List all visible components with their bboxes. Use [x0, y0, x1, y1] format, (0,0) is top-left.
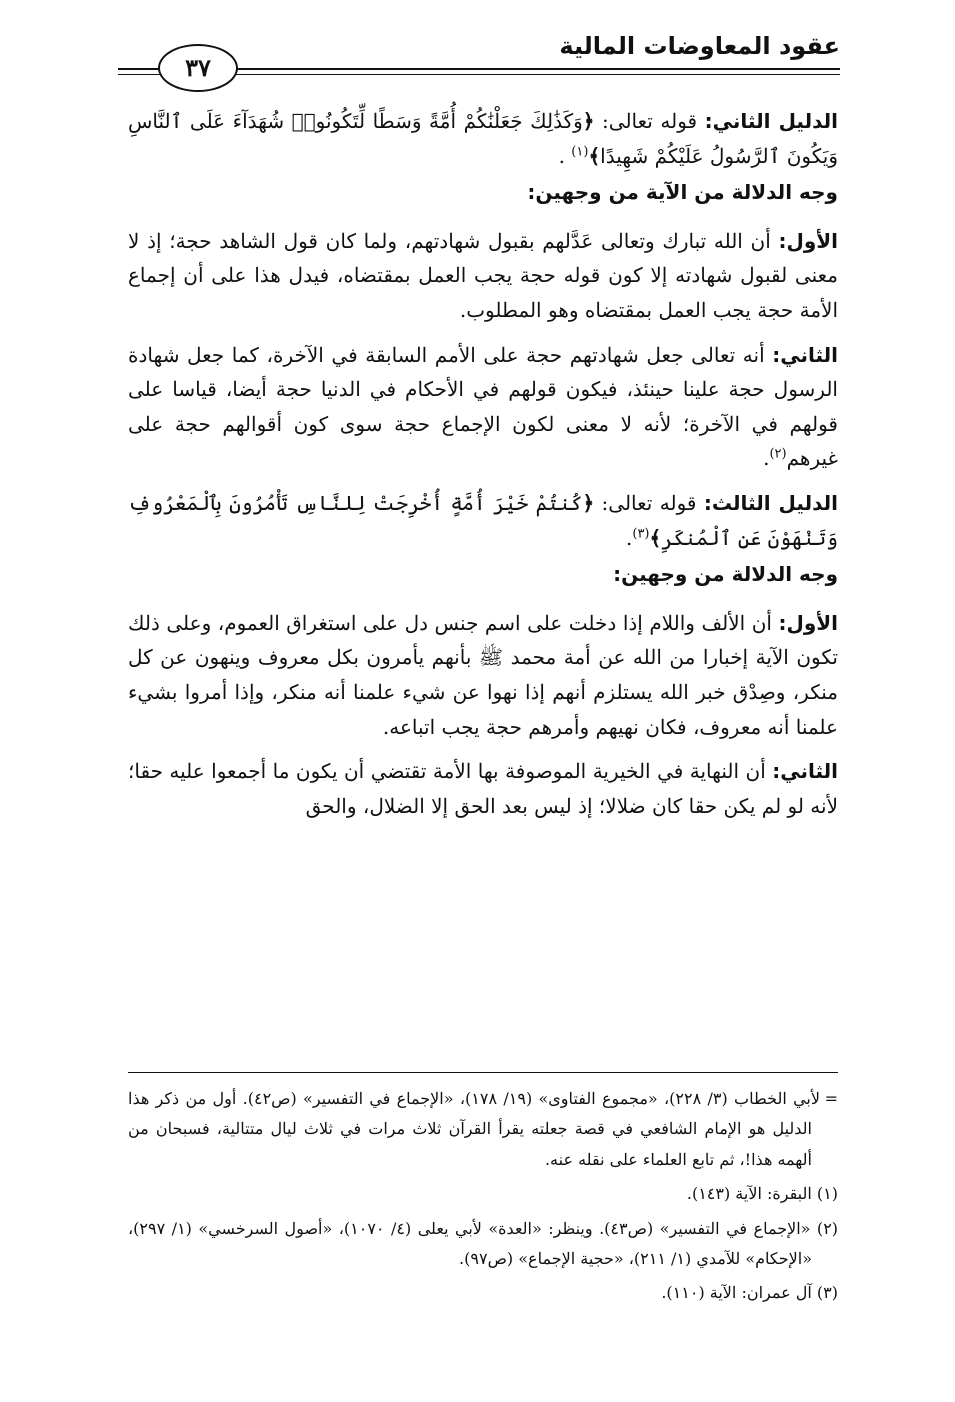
footnote-2: (٢) «الإجماع في التفسير» (ص٤٣). وينظر: «العدة» لأبي يعلى (٤/ ١٠٧٠)، «أصول السرخسي» (١/ ٢٩٧)، «الإحكام» للآمدي (١/ ٢١١)، «حجية الإجماع» (ص٩٧).	[128, 1218, 839, 1268]
continuation-mark: =	[824, 1089, 838, 1108]
quran-verse: وَكَذَٰلِكَ جَعَلْنَٰكُمْ أُمَّةً وَسَطًا لِّتَكُونُوا۟ شُهَدَآءَ عَلَى ٱلنَّاسِ وَيَكُونَ ٱلرَّسُولُ عَلَيْكُمْ شَهِيدًا	[128, 109, 838, 168]
paragraph-text: أنه تعالى جعل شهادتهم حجة على الأمم السابقة في الآخرة، كما جعل شهادة الرسول حجة علينا حينئذ، فيكون قولهم في الأحكام في الدنيا حجة أيضا، قياسا على قولهم في الآخرة؛ لأنه لا معنى لكون الإجماع حجة سوى كون أقوالهم حجة على غيرهم	[128, 342, 838, 471]
paragraph-lead: الأول:	[778, 228, 838, 253]
paragraph-end: .	[763, 446, 770, 471]
footnote-3: (٣) آل عمران: الآية (١١٠).	[661, 1283, 838, 1303]
paragraph-second-aspect	[128, 754, 838, 823]
footnote-divider	[128, 1072, 838, 1073]
paragraph-first-aspect	[128, 606, 838, 744]
paragraph-first-aspect	[128, 224, 838, 328]
footnote-ref: (٢)	[769, 446, 787, 462]
footnote-text: لأبي الخطاب (٣/ ٢٢٨)، «مجموع الفتاوى» (١٩/ ١٧٨)، «الإجماع في التفسير» (ص٤٢). أول من ذكر هذا الدليل هو الإمام الشافعي في قصة جعلته يقرأ القرآن ثلاث مرات في ثلاث ليال متتالية، فسبحان من ألهمه هذا!، ثم تابع العلماء على نقله عنه.	[128, 1089, 820, 1169]
paragraph-second-aspect	[128, 338, 838, 476]
paragraph-text: أن الألف واللام إذا دخلت على اسم جنس دل على استغراق العموم، وعلى ذلك تكون الآية إخبارا من الله عن أمة محمد ﷺ بأنهم يأمرون بكل معروف وينهون عن كل منكر، وصِدْق خبر الله يستلزم أنهم إذا نهوا عن شيء علمنا أنه منكر، وإذا أمروا بشيء علمنا أنه معروف، فكان نهيهم وأمرهم حجة يجب اتباعه.	[128, 610, 838, 739]
quran-open-bracket: ﴿	[582, 109, 595, 133]
quran-verse: كُنتُمْ خَيْرَ أُمَّةٍ أُخْرِجَتْ لِلنَّاسِ تَأْمُرُونَ بِٱلْمَعْرُوفِ وَتَنْهَوْنَ عَنِ ٱلْمُنكَرِ	[128, 490, 838, 550]
footnote-1: (١) البقرة: الآية (١٤٣).	[686, 1184, 838, 1204]
paragraph-third-evidence	[128, 486, 838, 555]
paragraph-lead: الأول:	[778, 610, 838, 635]
footnote-continuation	[128, 1084, 838, 1175]
page-header	[118, 28, 840, 88]
quran-open-bracket: ﴿	[582, 490, 595, 515]
footnotes	[128, 1084, 838, 1309]
paragraph-lead: الثاني:	[772, 342, 838, 367]
running-title: عقود المعاوضات المالية	[559, 32, 840, 60]
paragraph-lead: الثاني:	[772, 759, 838, 784]
paragraph-intro: قوله تعالى:	[594, 109, 705, 133]
paragraph-second-evidence	[128, 104, 838, 173]
paragraph-text: أن النهاية في الخيرية الموصوفة بها الأمة تقتضي أن يكون ما أجمعوا عليه حقا؛ لأنه لو لم يكن حقا كان ضلالا؛ إذ ليس بعد الحق إلا الضلال، والحق	[128, 759, 838, 818]
section-subheading: وجه الدلالة من الآية من وجهين:	[527, 180, 838, 205]
page-number: ٣٧	[158, 44, 238, 92]
paragraph-text: أن الله تبارك وتعالى عَدَّلهم بقبول شهادتهم، ولما كان قول الشاهد حجة؛ إذ لا معنى لقبول شهادته إلا كون قوله حجة يجب العمل بمقتضاه، فيدل هذا على أن إجماع الأمة حجة يجب العمل بمقتضاه وهو المطلوب.	[128, 228, 838, 322]
quran-close-bracket: ﴾	[588, 143, 601, 168]
paragraph-lead: الدليل الثاني:	[704, 109, 839, 133]
main-text	[128, 104, 838, 833]
paragraph-end: .	[558, 143, 572, 168]
footnote-ref: (٣)	[632, 525, 650, 541]
paragraph-end: .	[626, 525, 633, 550]
paragraph-intro: قوله تعالى:	[594, 490, 704, 515]
footnote-ref: (١)	[571, 143, 589, 159]
quran-close-bracket: ﴾	[649, 525, 662, 550]
section-subheading: وجه الدلالة من وجهين:	[613, 562, 838, 587]
paragraph-lead: الدليل الثالث:	[703, 490, 838, 515]
